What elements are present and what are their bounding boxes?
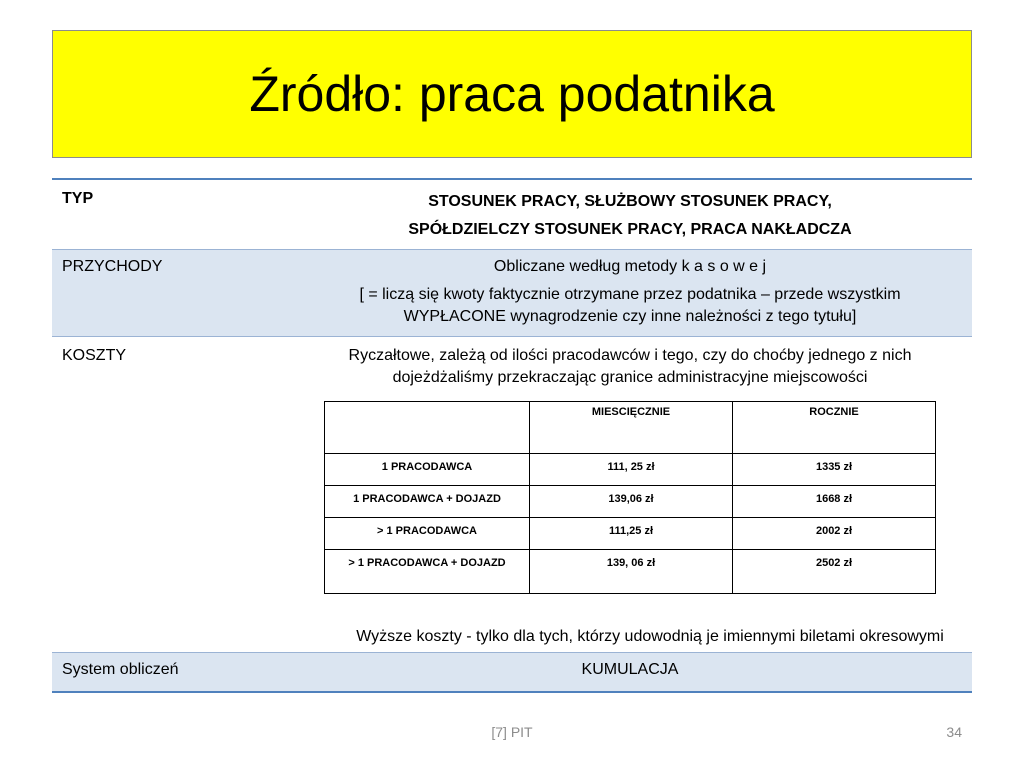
koszty-header-empty	[325, 401, 530, 453]
typ-label: TYP	[62, 190, 94, 207]
koszty-note: Wyższe koszty - tylko dla tych, którzy udowodnią je imiennymi biletami okresowymi	[356, 627, 944, 645]
page-number: 34	[946, 724, 962, 740]
typ-line-1: STOSUNEK PRACY, SŁUŻBOWY STOSUNEK PRACY,	[428, 193, 832, 210]
footer-source: [7] PIT	[491, 724, 533, 740]
table-row	[325, 549, 936, 593]
koszty-line-1: Ryczałtowe, zależą od ilości pracodawców i tego, czy do choćby jednego z nich	[348, 346, 912, 364]
table-row	[325, 485, 936, 517]
table-cell: 139, 06 zł	[530, 549, 733, 593]
row-system	[52, 652, 972, 692]
przychody-line-2: [ = liczą się kwoty faktycznie otrzymane przez podatnika – przede wszystkim	[359, 285, 901, 303]
table-cell: 2002 zł	[733, 517, 936, 549]
table-cell: 111,25 zł	[530, 517, 733, 549]
table-cell: 2502 zł	[733, 549, 936, 593]
przychody-label: PRZYCHODY	[52, 249, 288, 336]
main-table	[52, 178, 972, 693]
typ-value	[288, 179, 972, 249]
table-cell: 111, 25 zł	[530, 453, 733, 485]
przychody-line-1: Obliczane według metody k a s o w e j	[493, 257, 767, 275]
koszty-table-header	[325, 401, 936, 453]
slide-title: Źródło: praca podatnika	[249, 66, 775, 122]
koszty-value	[288, 336, 972, 652]
title-box	[52, 30, 972, 158]
row-typ	[52, 179, 972, 249]
table-cell: 1335 zł	[733, 453, 936, 485]
koszty-header-monthly: MIESCIĘCZNIE	[530, 401, 733, 453]
table-cell: > 1 PRACODAWCA + DOJAZD	[325, 549, 530, 593]
koszty-line-2: dojeżdżaliśmy przekraczając granice administracyjne miejscowości	[392, 368, 868, 386]
table-cell: 1 PRACODAWCA + DOJAZD	[325, 485, 530, 517]
row-koszty	[52, 336, 972, 652]
table-row	[325, 517, 936, 549]
table-row	[325, 453, 936, 485]
table-cell: 139,06 zł	[530, 485, 733, 517]
koszty-table	[324, 401, 936, 594]
table-cell: 1668 zł	[733, 485, 936, 517]
przychody-value	[288, 249, 972, 336]
row-przychody	[52, 249, 972, 336]
system-label: System obliczeń	[52, 652, 288, 692]
table-cell: > 1 PRACODAWCA	[325, 517, 530, 549]
typ-line-2: SPÓŁDZIELCZY STOSUNEK PRACY, PRACA NAKŁADCZA	[408, 221, 852, 238]
przychody-line-3: WYPŁACONE wynagrodzenie czy inne należności z tego tytułu]	[403, 307, 857, 325]
koszty-header-yearly: ROCZNIE	[733, 401, 936, 453]
koszty-label: KOSZTY	[62, 346, 127, 364]
table-cell: 1 PRACODAWCA	[325, 453, 530, 485]
system-value: KUMULACJA	[288, 652, 972, 692]
